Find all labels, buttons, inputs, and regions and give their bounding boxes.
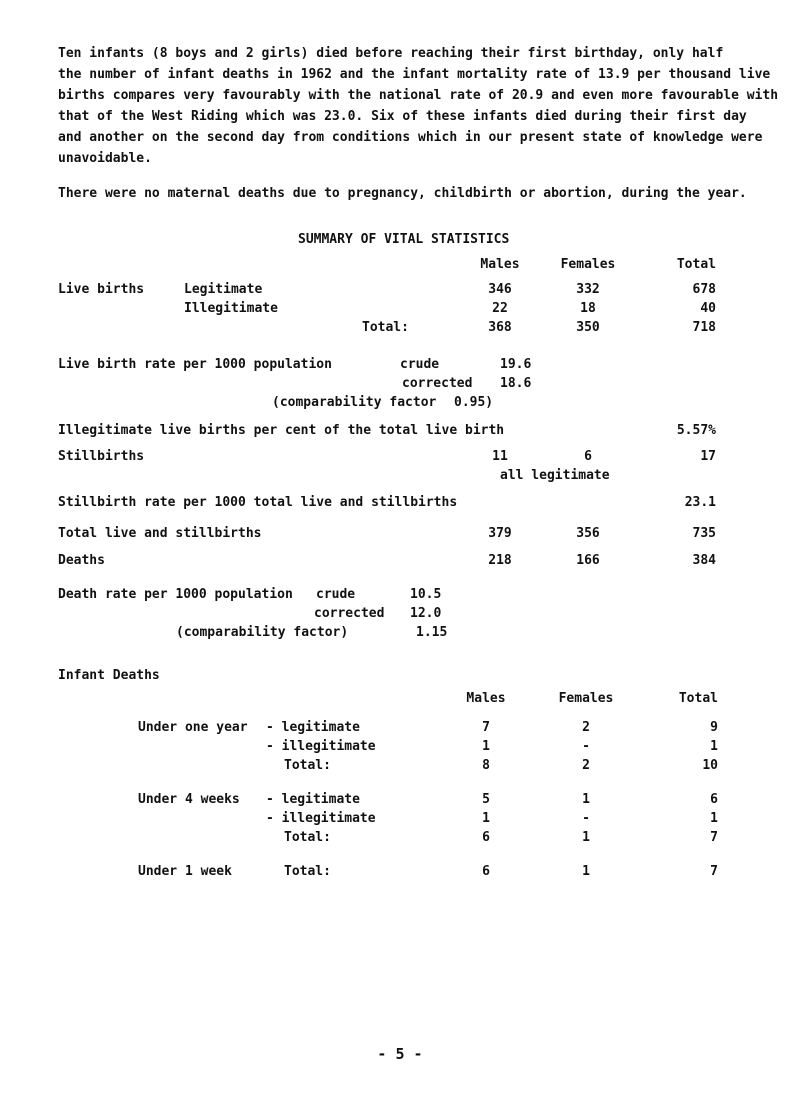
live-legit-males: 346	[488, 282, 512, 297]
under-4-weeks-illegit-label: - illegitimate	[266, 811, 376, 826]
intro-line: unavoidable.	[58, 151, 152, 166]
total-live-still-total: 735	[692, 526, 716, 541]
birth-rate-crude: 19.6	[500, 357, 532, 372]
page-number: - 5 -	[377, 1045, 423, 1063]
deaths-label: Deaths	[58, 553, 105, 568]
intro-line: that of the West Riding which was 23.0. Six of these infants died during their first day	[58, 109, 747, 124]
legitimate-label: Legitimate	[184, 282, 263, 297]
illegit-percent-label: Illegitimate live births per cent of the total live birth	[58, 423, 505, 438]
intro-line: the number of infant deaths in 1962 and the infant mortality rate of 13.9 per thousand live	[58, 67, 771, 82]
total-live-still-label: Total live and stillbirths	[58, 526, 262, 541]
deaths-males: 218	[488, 553, 512, 568]
birth-rate-factor: 0.95)	[454, 395, 494, 410]
live-total-males: 368	[488, 320, 512, 335]
four-weeks-illegit-males: 1	[482, 811, 490, 826]
birth-rate-corrected: 18.6	[500, 376, 532, 391]
infant-header-males: Males	[466, 691, 506, 706]
birth-rate-label: Live birth rate per 1000 population	[58, 357, 332, 372]
death-rate-label: Death rate per 1000 population	[58, 587, 293, 602]
under-one-year-label: Under one year	[138, 720, 248, 735]
intro-line: births compares very favourably with the national rate of 20.9 and even more favourable with	[58, 88, 779, 103]
infant-header-total: Total	[678, 691, 718, 706]
death-rate-factor-label: (comparability factor)	[176, 625, 349, 640]
one-year-illegit-males: 1	[482, 739, 490, 754]
under-4-weeks-total-label: Total:	[284, 830, 331, 845]
birth-rate-factor-label: (comparability factor	[272, 395, 437, 410]
four-weeks-illegit-females: -	[582, 811, 590, 826]
under-1-week-label: Under 1 week	[138, 864, 232, 879]
total-live-still-males: 379	[488, 526, 512, 541]
four-weeks-illegit-total: 1	[710, 811, 718, 826]
header-males: Males	[480, 257, 520, 272]
four-weeks-total-total: 7	[710, 830, 718, 845]
total-live-still-females: 356	[576, 526, 600, 541]
one-year-illegit-total: 1	[710, 739, 718, 754]
birth-rate-crude-label: crude	[400, 357, 440, 372]
live-illegit-total: 40	[700, 301, 716, 316]
death-rate-corrected-label: corrected	[314, 606, 385, 621]
stillbirths-note: all legitimate	[500, 468, 610, 483]
live-legit-total: 678	[692, 282, 716, 297]
live-births-label: Live births	[58, 282, 145, 297]
four-weeks-total-males: 6	[482, 830, 490, 845]
four-weeks-legit-females: 1	[582, 792, 590, 807]
under-one-year-illegit-label: - illegitimate	[266, 739, 376, 754]
four-weeks-total-females: 1	[582, 830, 590, 845]
live-total-label: Total:	[362, 320, 409, 335]
one-year-total-females: 2	[582, 758, 590, 773]
stillbirth-rate-value: 23.1	[684, 495, 716, 510]
live-total-total: 718	[692, 320, 716, 335]
illegitimate-label: Illegitimate	[184, 301, 278, 316]
stillbirths-females: 6	[584, 449, 592, 464]
deaths-total: 384	[692, 553, 716, 568]
stillbirth-rate-label: Stillbirth rate per 1000 total live and stillbirths	[58, 495, 458, 510]
intro-line: and another on the second day from conditions which in our present state of knowledge were	[58, 130, 763, 145]
under-4-weeks-legit-label: - legitimate	[266, 792, 360, 807]
death-rate-crude: 10.5	[410, 587, 442, 602]
infant-deaths-title: Infant Deaths	[58, 668, 160, 683]
one-week-total-females: 1	[582, 864, 590, 879]
one-week-total-males: 6	[482, 864, 490, 879]
header-females: Females	[560, 257, 616, 272]
under-1-week-total-label: Total:	[284, 864, 331, 879]
death-rate-factor: 1.15	[416, 625, 448, 640]
summary-title: SUMMARY OF VITAL STATISTICS	[298, 232, 510, 247]
under-one-year-legit-label: - legitimate	[266, 720, 360, 735]
four-weeks-legit-males: 5	[482, 792, 490, 807]
deaths-females: 166	[576, 553, 600, 568]
infant-header-females: Females	[558, 691, 614, 706]
under-one-year-total-label: Total:	[284, 758, 331, 773]
one-year-illegit-females: -	[582, 739, 590, 754]
live-illegit-males: 22	[492, 301, 508, 316]
stillbirths-males: 11	[492, 449, 508, 464]
maternal-deaths-note: There were no maternal deaths due to pregnancy, childbirth or abortion, during the year.	[58, 186, 747, 201]
one-year-legit-males: 7	[482, 720, 490, 735]
death-rate-corrected: 12.0	[410, 606, 442, 621]
intro-line: Ten infants (8 boys and 2 girls) died before reaching their first birthday, only half	[58, 46, 724, 61]
live-legit-females: 332	[576, 282, 600, 297]
live-total-females: 350	[576, 320, 600, 335]
stillbirths-label: Stillbirths	[58, 449, 145, 464]
one-year-legit-females: 2	[582, 720, 590, 735]
birth-rate-corrected-label: corrected	[402, 376, 473, 391]
live-illegit-females: 18	[580, 301, 596, 316]
header-total: Total	[676, 257, 716, 272]
one-week-total-total: 7	[710, 864, 718, 879]
one-year-legit-total: 9	[710, 720, 718, 735]
four-weeks-legit-total: 6	[710, 792, 718, 807]
one-year-total-total: 10	[702, 758, 718, 773]
illegit-percent-value: 5.57%	[676, 423, 716, 438]
stillbirths-total: 17	[700, 449, 716, 464]
one-year-total-males: 8	[482, 758, 490, 773]
under-4-weeks-label: Under 4 weeks	[138, 792, 240, 807]
death-rate-crude-label: crude	[316, 587, 356, 602]
